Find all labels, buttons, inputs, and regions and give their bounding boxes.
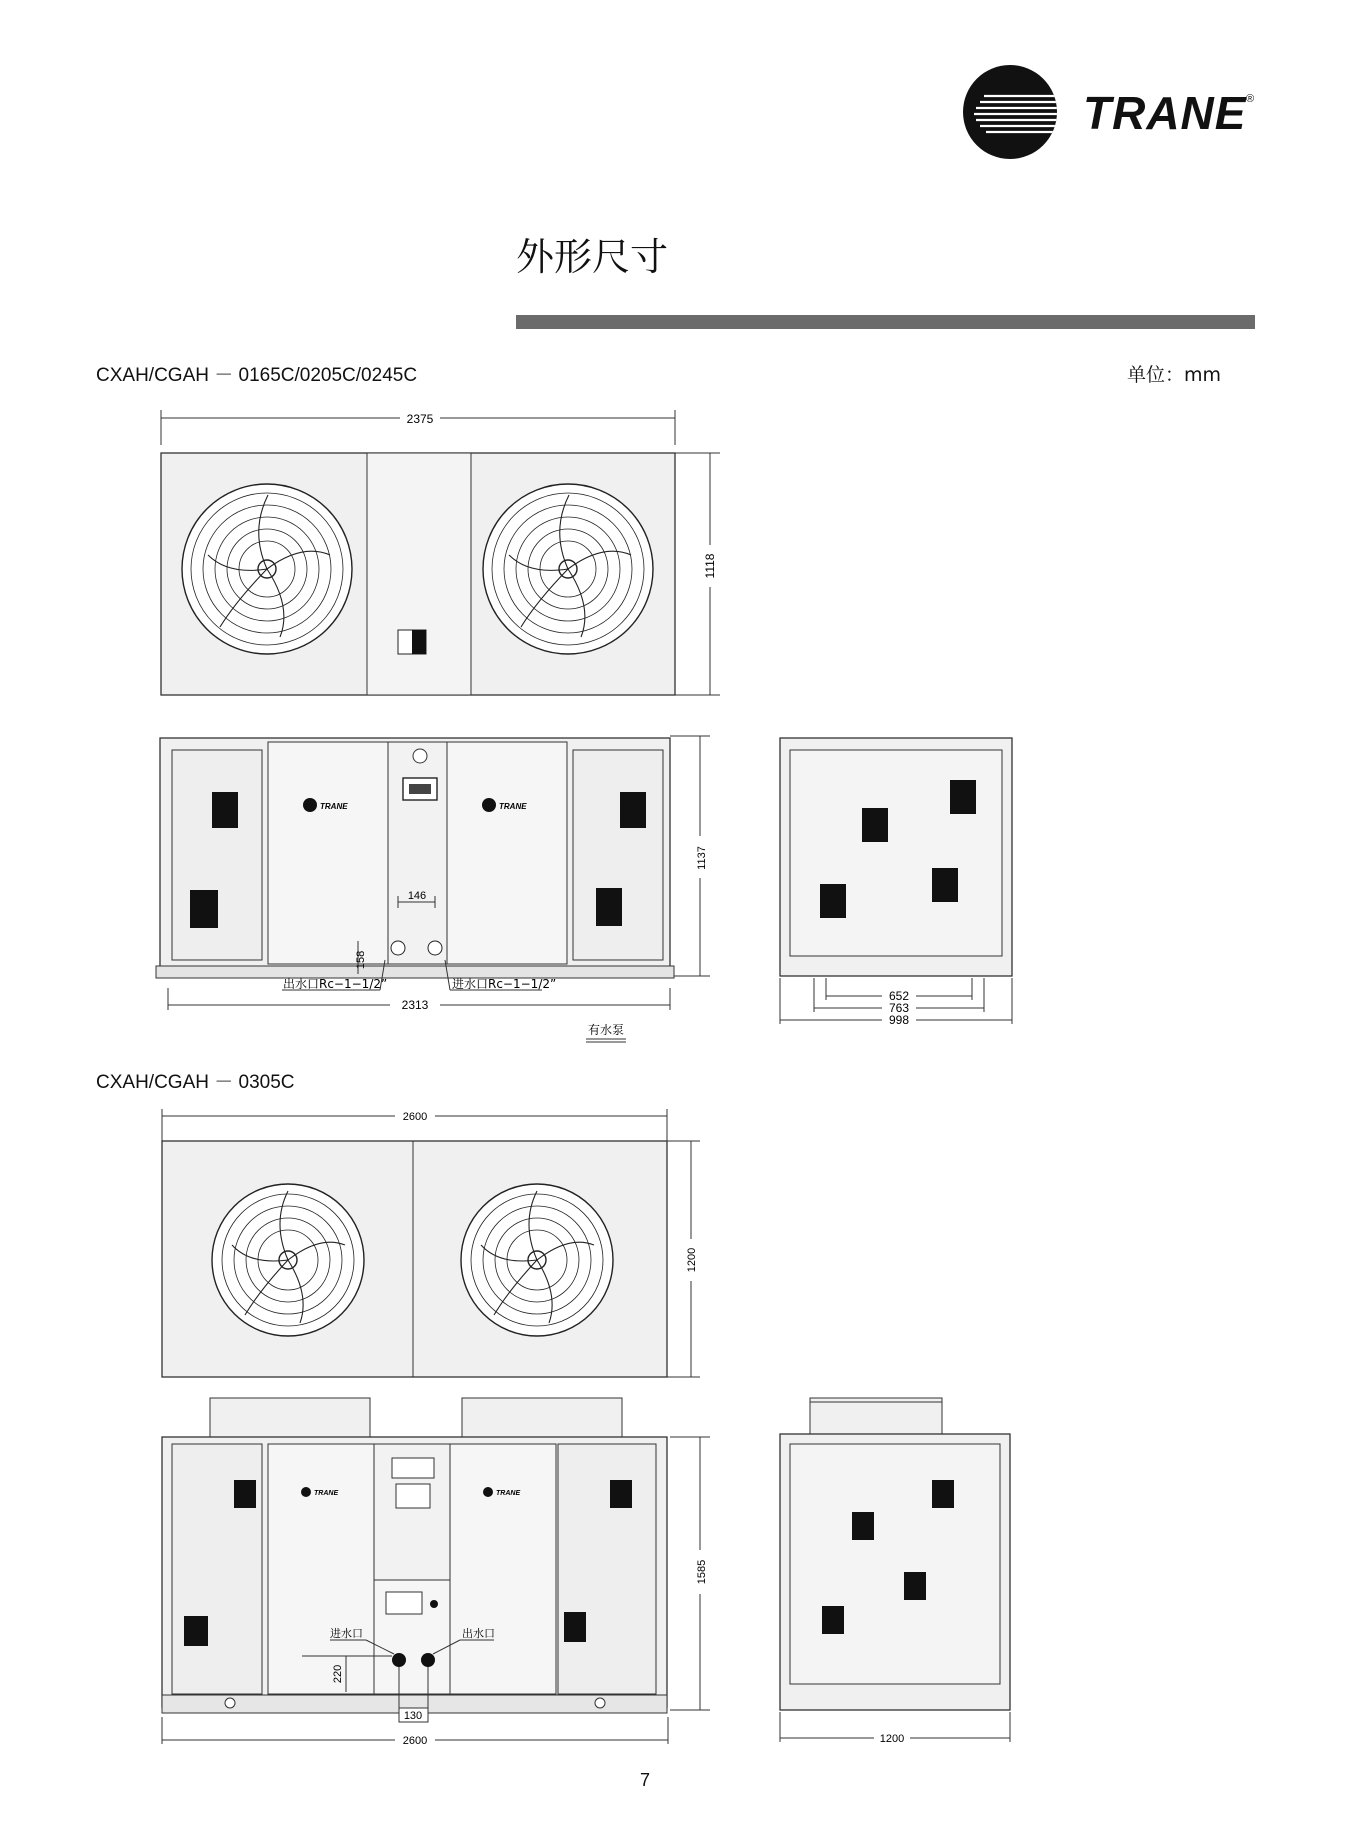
brand-registered-mark: ®	[1246, 93, 1255, 105]
section2-side-view	[770, 1392, 1020, 1748]
brand-name: TRANE	[1083, 87, 1247, 139]
section2-width-dim: 2600	[402, 1111, 428, 1123]
section2-outlet-label: 出水口	[462, 1627, 495, 1640]
section2-panel-brand-left: TRANE	[314, 1490, 339, 1497]
section1-panel-logo-left-icon	[303, 798, 317, 812]
section2-top-fan-right-icon	[461, 1184, 613, 1336]
page-number: 7	[640, 1770, 651, 1790]
section2-top-view	[150, 1105, 710, 1385]
title-underline-bar	[516, 315, 1255, 329]
section1-side-dim-c: 998	[888, 1013, 910, 1027]
section2-inlet-label: 进水口	[330, 1627, 363, 1640]
section1-front-view	[150, 728, 710, 1048]
section2-panel-brand-right: TRANE	[496, 1490, 521, 1497]
section1-top-fan-right-icon	[483, 484, 653, 654]
section1-pipe-height-dim: 158	[355, 950, 367, 970]
section1-height-dim: 1137	[696, 846, 708, 870]
section2-panel-logo-left-icon	[301, 1487, 311, 1497]
section2-top-fan-left-icon	[212, 1184, 364, 1336]
section1-depth-dim: 1118	[703, 553, 717, 579]
section1-base-length-dim: 2313	[401, 998, 429, 1012]
section1-top-view	[150, 405, 720, 710]
section1-model: CXAH/CGAH － 0165C/0205C/0245C	[96, 365, 418, 386]
section1-side-dim-a: 652	[888, 989, 910, 1003]
section1-outlet-label: 出水口Rc−1−1/2”	[283, 977, 388, 991]
trane-globe-logo-icon	[962, 64, 1058, 160]
section1-top-fan-left-icon	[182, 484, 352, 654]
section2-panel-logo-right-icon	[483, 1487, 493, 1497]
section1-side-view	[770, 728, 1030, 1028]
unit-label: 单位：mm	[1127, 364, 1222, 386]
section2-pipe-height-dim: 220	[332, 1664, 344, 1684]
section2-model: CXAH/CGAH － 0305C	[96, 1072, 295, 1093]
section1-pump-note: 有水泵	[588, 1023, 625, 1037]
section2-depth-dim: 1200	[686, 1247, 698, 1273]
section1-panel-logo-right-icon	[482, 798, 496, 812]
page-title: 外形尺寸	[516, 235, 669, 279]
section1-panel-brand-right: TRANE	[499, 802, 527, 811]
section2-side-width-dim: 1200	[879, 1733, 905, 1745]
section2-pipe-spacing-dim: 130	[403, 1710, 423, 1722]
section1-width-dim: 2375	[406, 412, 434, 426]
section2-front-view	[150, 1392, 710, 1748]
section2-base-length-dim: 2600	[402, 1735, 428, 1747]
section1-panel-brand-left: TRANE	[320, 802, 348, 811]
section1-inlet-label: 进水口Rc−1−1/2”	[452, 977, 557, 991]
section1-side-dim-b: 763	[888, 1001, 910, 1015]
section1-pipe-spacing-dim: 146	[407, 890, 427, 902]
section2-height-dim: 1585	[696, 1559, 708, 1585]
